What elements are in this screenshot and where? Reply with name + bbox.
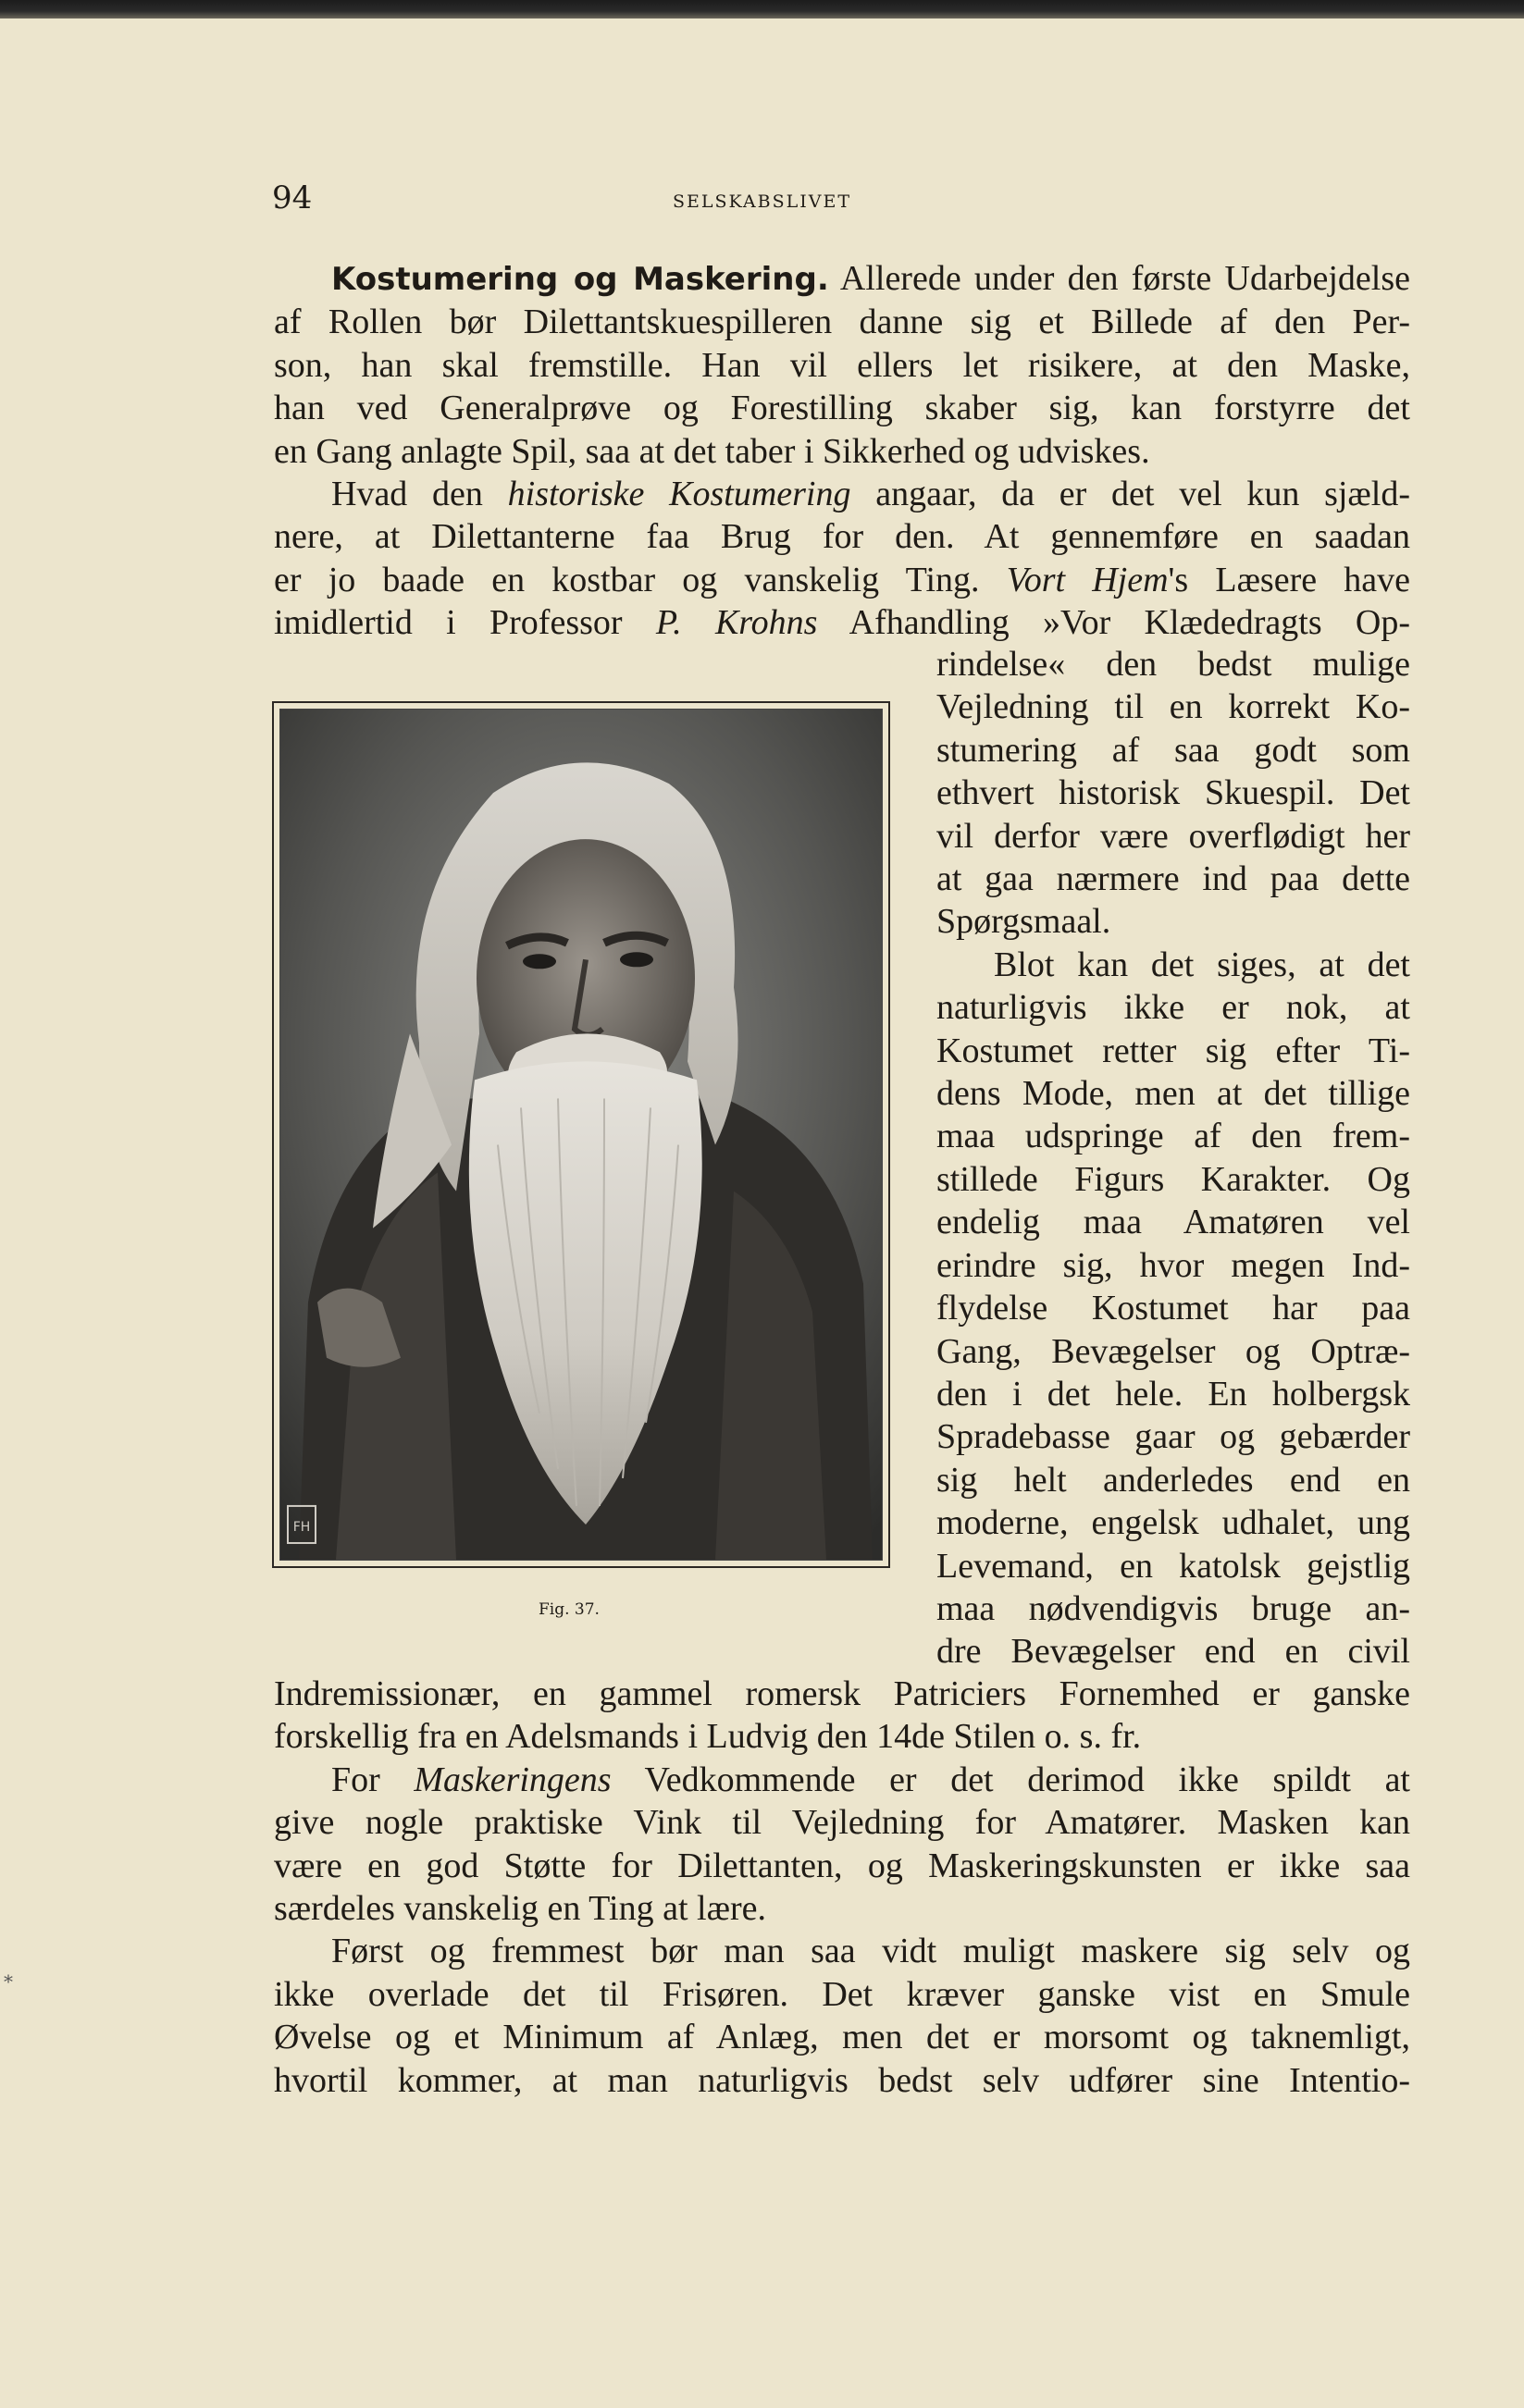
text-line: naturligvis ikke er nok, at (936, 988, 1410, 1028)
text-line: forskellig fra en Adelsmands i Ludvig den 14de Stilen o. s. fr. (274, 1717, 1142, 1757)
text-line: Gang, Bevægelser og Optræ- (936, 1331, 1410, 1371)
text-line: rindelse« den bedst mulige (936, 645, 1410, 684)
text-line: ethvert historisk Skuespil. Det (936, 773, 1410, 813)
opening-paragraph (274, 257, 1410, 645)
text-line: Kostumering og Maskering. Allerede under den første Udarbejdelse (331, 259, 1410, 298)
text-line: son, han skal fremstille. Han vil ellers let risikere, at den Maske, (274, 345, 1410, 385)
figure-caption: Fig. 37. (539, 1600, 600, 1619)
running-head: SELSKABSLIVET (672, 191, 852, 212)
page-number: 94 (272, 179, 313, 216)
text-line: flydelse Kostumet har paa (936, 1289, 1410, 1328)
section-heading: Kostumering og Maskering. (331, 261, 829, 298)
text-line: Blot kan det siges, at det (994, 945, 1410, 984)
text-line: af Rollen bør Dilettantskuespilleren danne sig et Billede af den Per- (274, 303, 1410, 342)
text-line: imidlertid i Professor P. Krohns Afhandling »Vor Klædedragts Op- (274, 603, 1410, 643)
text-line: Spørgsmaal. (936, 902, 1111, 942)
side-column (936, 643, 1410, 1673)
text-line: at gaa nærmere ind paa dette (936, 859, 1410, 899)
text-line: moderne, engelsk udhalet, ung (936, 1503, 1410, 1543)
closing-paragraphs (274, 1673, 1410, 2102)
text-line: Spradebasse gaar og gebærder (936, 1417, 1410, 1457)
text-line: Hvad den historiske Kostumering angaar, da er det vel kun sjæld- (331, 475, 1410, 514)
scan-top-edge (0, 0, 1524, 19)
text-line: endelig maa Amatøren vel (936, 1203, 1410, 1242)
text-line: nere, at Dilettanterne faa Brug for den. At gennemføre en saadan (274, 517, 1410, 557)
margin-mark: * (4, 1970, 13, 1993)
text-line: ikke overlade det til Frisøren. Det kræver ganske vist en Smule (274, 1974, 1410, 2014)
text-line: maa udspringe af den frem- (936, 1117, 1410, 1156)
text-line: give nogle praktiske Vink til Vejledning for Amatører. Masken kan (274, 1803, 1410, 1843)
text-line: Øvelse og et Minimum af Anlæg, men det er morsomt og taknemligt, (274, 2018, 1410, 2057)
text-line: dens Mode, men at det tillige (936, 1074, 1410, 1114)
text-line: sig helt anderledes end en (936, 1460, 1410, 1500)
text-line: For Maskeringens Vedkommende er det derimod ikke spildt at (331, 1760, 1410, 1799)
text-line: Indremissionær, en gammel romersk Patriciers Fornemhed er ganske (274, 1674, 1410, 1713)
text-line: være en god Støtte for Dilettanten, og Maskeringskunsten er ikke saa (274, 1846, 1410, 1885)
photographer-monogram: FH (292, 1519, 311, 1535)
figure-portrait (272, 701, 890, 1568)
text-line: maa nødvendigvis bruge an- (936, 1588, 1410, 1628)
portrait-photo (279, 709, 883, 1561)
text-line: dre Bevægelser end en civil (936, 1632, 1410, 1672)
portrait-image (280, 710, 882, 1560)
text-line: vil derfor være overflødigt her (936, 816, 1410, 856)
text-line: han ved Generalprøve og Forestilling skaber sig, kan forstyrre det (274, 389, 1410, 428)
text-line: den i det hele. En holbergsk (936, 1374, 1410, 1414)
text-line: hvortil kommer, at man naturligvis bedst selv udfører sine Intentio- (274, 2060, 1410, 2100)
text-line: særdeles vanskelig en Ting at lære. (274, 1889, 766, 1929)
text-line: er jo baade en kostbar og vanskelig Ting. Vort Hjem's Læsere have (274, 560, 1410, 599)
text-line: stumering af saa godt som (936, 730, 1410, 770)
text-line: en Gang anlagte Spil, saa at det taber i Sikkerhed og udviskes. (274, 431, 1150, 471)
text-line: Vejledning til en korrekt Ko- (936, 687, 1410, 727)
text-line: stillede Figurs Karakter. Og (936, 1159, 1410, 1199)
text-line: Først og fremmest bør man saa vidt muligt maskere sig selv og (331, 1932, 1410, 1971)
text-line: erindre sig, hvor megen Ind- (936, 1245, 1410, 1285)
text-line: Levemand, en katolsk gejstlig (936, 1546, 1410, 1586)
text-line: Kostumet retter sig efter Ti- (936, 1031, 1410, 1070)
